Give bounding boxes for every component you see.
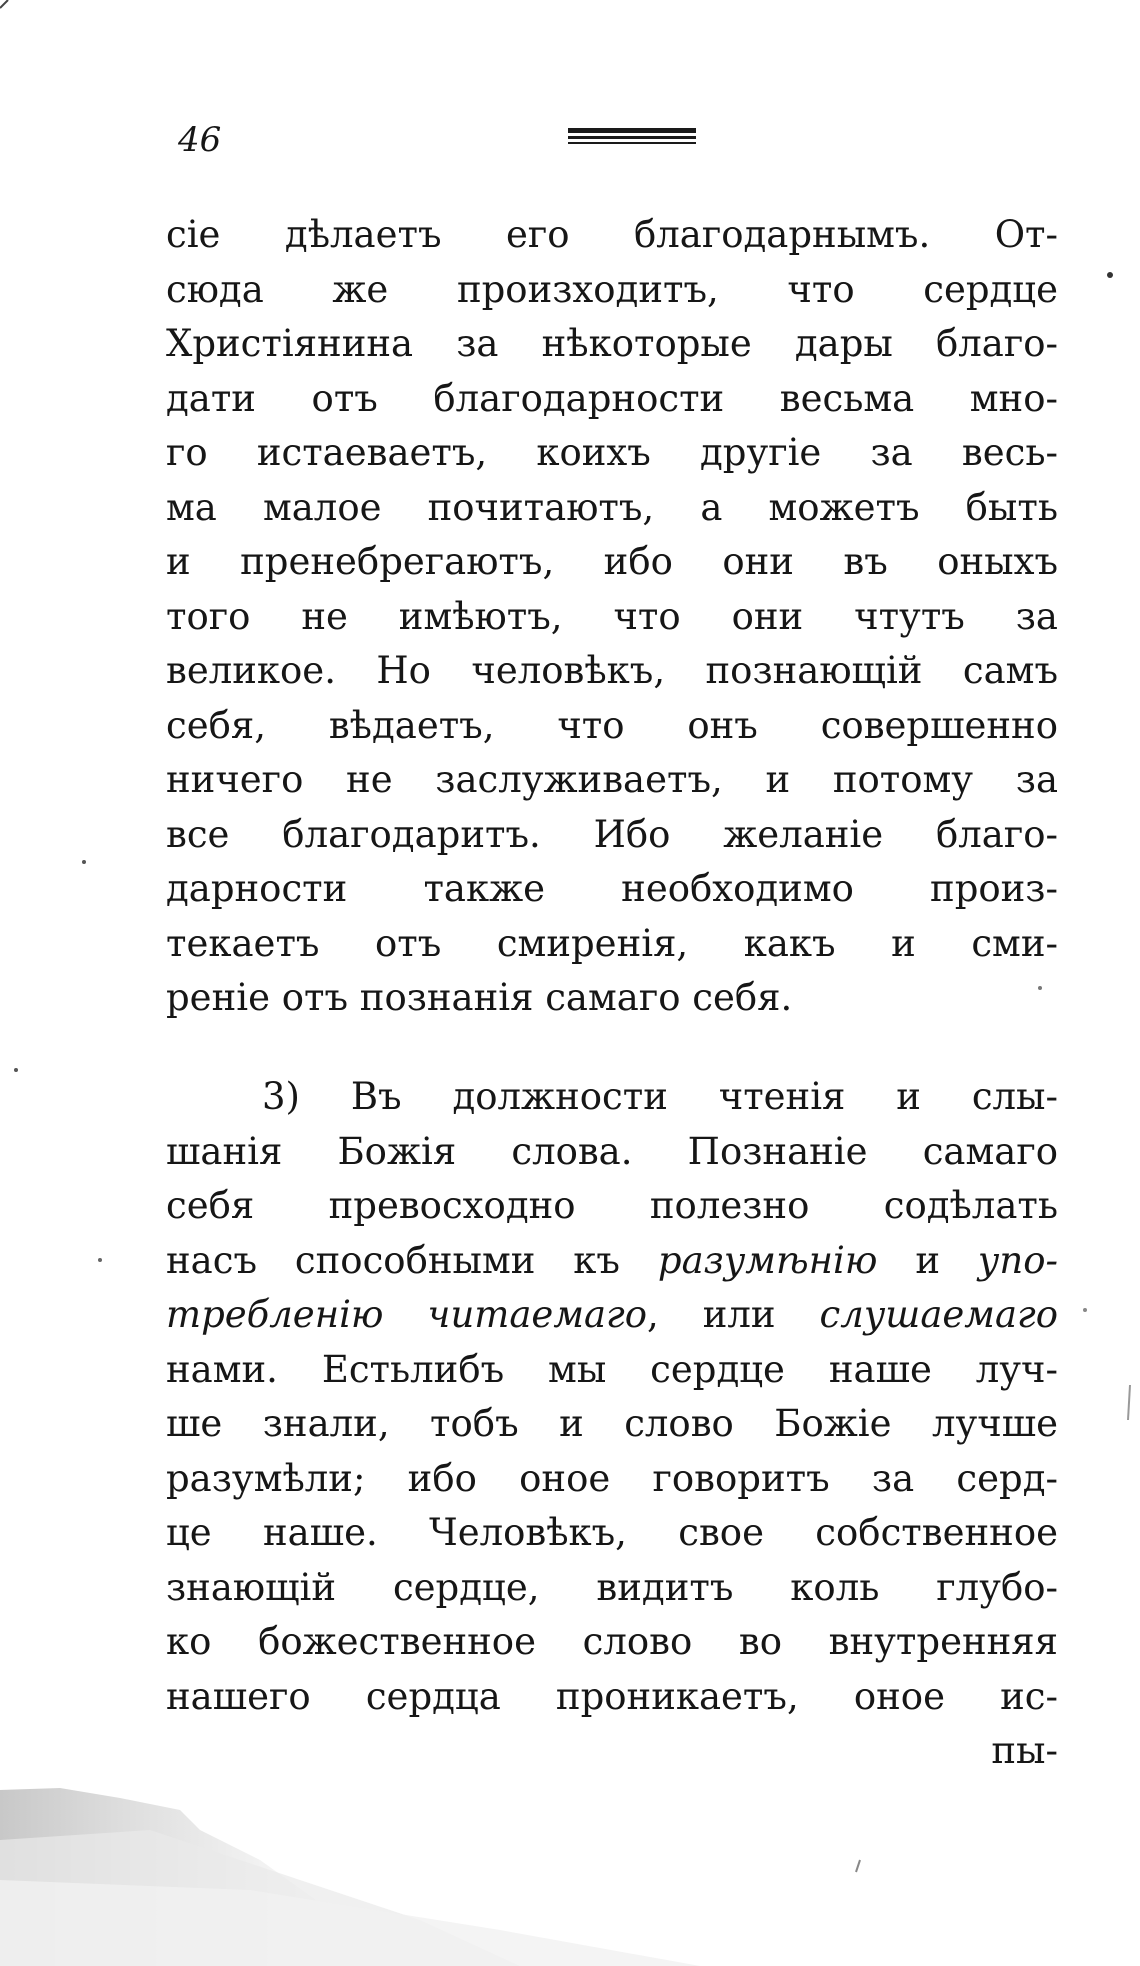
text-line: це наше. Человѣкъ, свое собственное xyxy=(166,1511,1058,1554)
text-line: ко божественное слово во внутренняя xyxy=(166,1620,1058,1663)
text-line: 3) Въ должности чтенія и слы- xyxy=(262,1075,1058,1118)
text-run: , или xyxy=(647,1293,820,1336)
text-line: разумѣли; ибо оное говоритъ за серд- xyxy=(166,1456,1058,1500)
text-line: ше знали, тобъ и слово Божіе лучше xyxy=(166,1402,1058,1445)
text-line: го истаеваетъ, коихъ другіе за весь- xyxy=(166,431,1058,474)
text-line: знающій сердце, видитъ коль глубо- xyxy=(166,1565,1058,1609)
text-line: все благодаритъ. Ибо желаніе благо- xyxy=(166,812,1058,856)
text-line: нами. Естьлибъ мы сердце наше луч- xyxy=(166,1347,1058,1391)
text-run: и xyxy=(877,1238,978,1282)
text-line: дати отъ благодарности весьма мно- xyxy=(166,376,1058,420)
text-line: ничего не заслуживаетъ, и потому за xyxy=(166,758,1058,801)
catchword: пы- xyxy=(991,1729,1058,1772)
text-line: ма малое почитаютъ, а можетъ быть xyxy=(166,485,1058,529)
text-line: сіе дѣлаетъ его благодарнымъ. От- xyxy=(166,213,1058,256)
text-line: и пренебрегаютъ, ибо они въ оныхъ xyxy=(166,540,1058,583)
scan-shadow xyxy=(0,1770,1140,1966)
text-line: дарности также необходимо произ- xyxy=(166,867,1058,910)
text-line: шанія Божія слова. Познаніе самаго xyxy=(166,1129,1058,1173)
text-run: насъ способными къ xyxy=(166,1238,658,1282)
text-line: реніе отъ познанія самаго себя. xyxy=(166,976,793,1019)
italic-term: требленію читаемаго xyxy=(166,1293,648,1336)
italic-term: слушаемаго xyxy=(819,1293,1059,1336)
text-line: себя, вѣдаетъ, что онъ совершенно xyxy=(166,703,1058,747)
page-number: 46 xyxy=(178,120,222,160)
text-line: себя превосходно полезно содѣлать xyxy=(166,1184,1058,1227)
text-line: Христіянина за нѣкоторые дары благо- xyxy=(166,322,1058,365)
italic-term: упо- xyxy=(977,1238,1058,1282)
text-line: нашего сердца проникаетъ, оное ис- xyxy=(166,1674,1058,1718)
text-line: великое. Но человѣкъ, познающій самъ xyxy=(166,649,1058,692)
text-line: сюда же произходитъ, что сердце xyxy=(166,267,1058,311)
text-line: текаетъ отъ смиренія, какъ и сми- xyxy=(166,921,1058,965)
text-line: того не имѣютъ, что они чтутъ за xyxy=(166,594,1058,638)
italic-term: разумѣнію xyxy=(657,1238,878,1282)
